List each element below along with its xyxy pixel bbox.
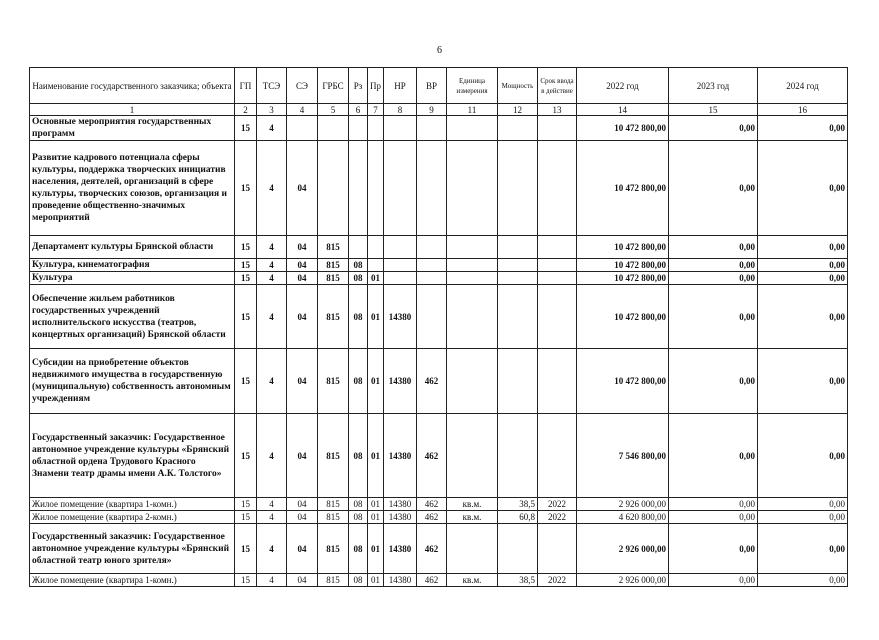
cell-se: 04 bbox=[287, 259, 318, 272]
cell-2023: 0,00 bbox=[669, 511, 758, 524]
cell-pr bbox=[368, 236, 384, 259]
cell-unit bbox=[447, 116, 498, 141]
cell-gp: 15 bbox=[235, 272, 257, 285]
cell-rz: 08 bbox=[349, 524, 368, 574]
table-row bbox=[30, 141, 848, 236]
cell-commission bbox=[538, 414, 577, 498]
column-number: 14 bbox=[577, 104, 669, 116]
cell-pr bbox=[368, 116, 384, 141]
cell-2022: 10 472 800,00 bbox=[577, 272, 669, 285]
cell-unit: кв.м. bbox=[447, 498, 498, 511]
cell-tse: 4 bbox=[257, 236, 287, 259]
cell-grbs: 815 bbox=[318, 236, 349, 259]
cell-2023: 0,00 bbox=[669, 116, 758, 141]
table-row bbox=[30, 524, 848, 574]
header-unit: Единица измерения bbox=[447, 68, 498, 104]
cell-pr: 01 bbox=[368, 511, 384, 524]
cell-nr bbox=[384, 272, 417, 285]
cell-gp: 15 bbox=[235, 259, 257, 272]
table-row bbox=[30, 285, 848, 349]
column-number: 5 bbox=[318, 104, 349, 116]
cell-gp: 15 bbox=[235, 498, 257, 511]
cell-grbs: 815 bbox=[318, 498, 349, 511]
cell-tse: 4 bbox=[257, 414, 287, 498]
cell-se: 04 bbox=[287, 272, 318, 285]
header-2022: 2022 год bbox=[577, 68, 669, 104]
table-row bbox=[30, 116, 848, 141]
column-number: 9 bbox=[417, 104, 447, 116]
cell-2024: 0,00 bbox=[758, 116, 848, 141]
header-grbs: ГРБС bbox=[318, 68, 349, 104]
cell-vr: 462 bbox=[417, 524, 447, 574]
cell-2023: 0,00 bbox=[669, 349, 758, 414]
cell-vr bbox=[417, 259, 447, 272]
cell-gp: 15 bbox=[235, 116, 257, 141]
cell-commission: 2022 bbox=[538, 511, 577, 524]
cell-se: 04 bbox=[287, 524, 318, 574]
cell-grbs: 815 bbox=[318, 511, 349, 524]
cell-2023: 0,00 bbox=[669, 414, 758, 498]
cell-2024: 0,00 bbox=[758, 141, 848, 236]
cell-rz bbox=[349, 116, 368, 141]
cell-se: 04 bbox=[287, 574, 318, 587]
cell-name: Субсидии на приобретение объектов недвижимого имущества в государственную (муниципальную) собственность автономным учреждениям bbox=[30, 349, 235, 414]
cell-se: 04 bbox=[287, 498, 318, 511]
cell-2022: 10 472 800,00 bbox=[577, 285, 669, 349]
cell-capacity bbox=[498, 116, 538, 141]
header-2024: 2024 год bbox=[758, 68, 848, 104]
cell-gp: 15 bbox=[235, 285, 257, 349]
cell-commission bbox=[538, 285, 577, 349]
cell-nr bbox=[384, 141, 417, 236]
cell-se: 04 bbox=[287, 236, 318, 259]
cell-vr bbox=[417, 116, 447, 141]
cell-grbs: 815 bbox=[318, 259, 349, 272]
table-row bbox=[30, 414, 848, 498]
cell-2023: 0,00 bbox=[669, 259, 758, 272]
cell-2023: 0,00 bbox=[669, 285, 758, 349]
cell-se: 04 bbox=[287, 141, 318, 236]
cell-name: Основные мероприятия государственных программ bbox=[30, 116, 235, 141]
cell-tse: 4 bbox=[257, 272, 287, 285]
header-2023: 2023 год bbox=[669, 68, 758, 104]
header-gp: ГП bbox=[235, 68, 257, 104]
cell-commission bbox=[538, 272, 577, 285]
cell-vr: 462 bbox=[417, 414, 447, 498]
cell-rz: 08 bbox=[349, 259, 368, 272]
cell-nr: 14380 bbox=[384, 574, 417, 587]
cell-name: Жилое помещение (квартира 1-комн.) bbox=[30, 574, 235, 587]
header-nr: НР bbox=[384, 68, 417, 104]
cell-2022: 10 472 800,00 bbox=[577, 349, 669, 414]
cell-name: Департамент культуры Брянской области bbox=[30, 236, 235, 259]
cell-2022: 2 926 000,00 bbox=[577, 524, 669, 574]
cell-2022: 7 546 800,00 bbox=[577, 414, 669, 498]
header-se: СЭ bbox=[287, 68, 318, 104]
cell-2024: 0,00 bbox=[758, 259, 848, 272]
cell-pr: 01 bbox=[368, 349, 384, 414]
cell-rz: 08 bbox=[349, 574, 368, 587]
cell-name: Обеспечение жильем работников государственных учреждений исполнительского искусства (театров, концертных организаций) Брянской области bbox=[30, 285, 235, 349]
cell-gp: 15 bbox=[235, 349, 257, 414]
cell-vr: 462 bbox=[417, 511, 447, 524]
cell-pr: 01 bbox=[368, 285, 384, 349]
cell-2022: 10 472 800,00 bbox=[577, 141, 669, 236]
cell-se: 04 bbox=[287, 285, 318, 349]
cell-2023: 0,00 bbox=[669, 236, 758, 259]
cell-vr bbox=[417, 236, 447, 259]
cell-capacity bbox=[498, 524, 538, 574]
cell-tse: 4 bbox=[257, 259, 287, 272]
cell-pr: 01 bbox=[368, 524, 384, 574]
cell-unit bbox=[447, 285, 498, 349]
cell-name: Культура, кинематография bbox=[30, 259, 235, 272]
cell-nr bbox=[384, 259, 417, 272]
cell-commission bbox=[538, 236, 577, 259]
cell-unit bbox=[447, 259, 498, 272]
cell-rz: 08 bbox=[349, 511, 368, 524]
cell-nr bbox=[384, 236, 417, 259]
cell-gp: 15 bbox=[235, 524, 257, 574]
cell-capacity: 60,8 bbox=[498, 511, 538, 524]
cell-unit: кв.м. bbox=[447, 511, 498, 524]
header-capacity: Мощность bbox=[498, 68, 538, 104]
cell-grbs: 815 bbox=[318, 524, 349, 574]
cell-pr: 01 bbox=[368, 498, 384, 511]
cell-se: 04 bbox=[287, 414, 318, 498]
cell-2024: 0,00 bbox=[758, 236, 848, 259]
cell-rz bbox=[349, 236, 368, 259]
cell-vr bbox=[417, 141, 447, 236]
cell-rz: 08 bbox=[349, 272, 368, 285]
cell-capacity bbox=[498, 236, 538, 259]
column-number: 3 bbox=[257, 104, 287, 116]
cell-nr: 14380 bbox=[384, 498, 417, 511]
cell-2023: 0,00 bbox=[669, 524, 758, 574]
cell-vr bbox=[417, 285, 447, 349]
cell-2024: 0,00 bbox=[758, 414, 848, 498]
column-number: 8 bbox=[384, 104, 417, 116]
column-number: 2 bbox=[235, 104, 257, 116]
cell-commission bbox=[538, 349, 577, 414]
cell-nr: 14380 bbox=[384, 524, 417, 574]
cell-name: Государственный заказчик: Государственное автономное учреждение культуры «Брянский областной театр юного зрителя» bbox=[30, 524, 235, 574]
cell-nr: 14380 bbox=[384, 349, 417, 414]
cell-2024: 0,00 bbox=[758, 272, 848, 285]
column-number: 15 bbox=[669, 104, 758, 116]
cell-name: Жилое помещение (квартира 1-комн.) bbox=[30, 498, 235, 511]
cell-grbs bbox=[318, 141, 349, 236]
cell-tse: 4 bbox=[257, 574, 287, 587]
cell-commission: 2022 bbox=[538, 498, 577, 511]
cell-capacity: 38,5 bbox=[498, 498, 538, 511]
cell-2023: 0,00 bbox=[669, 272, 758, 285]
table-row bbox=[30, 272, 848, 285]
cell-capacity bbox=[498, 414, 538, 498]
cell-2022: 10 472 800,00 bbox=[577, 259, 669, 272]
column-number: 1 bbox=[30, 104, 235, 116]
cell-gp: 15 bbox=[235, 414, 257, 498]
cell-capacity bbox=[498, 272, 538, 285]
cell-2024: 0,00 bbox=[758, 349, 848, 414]
cell-pr: 01 bbox=[368, 574, 384, 587]
cell-pr: 01 bbox=[368, 414, 384, 498]
cell-unit bbox=[447, 524, 498, 574]
cell-pr: 01 bbox=[368, 272, 384, 285]
budget-table bbox=[29, 67, 848, 587]
cell-capacity bbox=[498, 141, 538, 236]
cell-gp: 15 bbox=[235, 511, 257, 524]
cell-rz bbox=[349, 141, 368, 236]
cell-unit bbox=[447, 349, 498, 414]
cell-grbs: 815 bbox=[318, 272, 349, 285]
cell-rz: 08 bbox=[349, 414, 368, 498]
cell-unit bbox=[447, 414, 498, 498]
cell-nr bbox=[384, 116, 417, 141]
column-number: 11 bbox=[447, 104, 498, 116]
header-name: Наименование государственного заказчика; объекта bbox=[30, 68, 235, 104]
column-number: 13 bbox=[538, 104, 577, 116]
cell-grbs: 815 bbox=[318, 414, 349, 498]
header-pr: Пр bbox=[368, 68, 384, 104]
table-row bbox=[30, 511, 848, 524]
cell-2024: 0,00 bbox=[758, 498, 848, 511]
cell-unit bbox=[447, 272, 498, 285]
cell-2024: 0,00 bbox=[758, 511, 848, 524]
header-tse: ТСЭ bbox=[257, 68, 287, 104]
cell-2024: 0,00 bbox=[758, 524, 848, 574]
column-number: 7 bbox=[368, 104, 384, 116]
cell-name: Развитие кадрового потенциала сферы культуры, поддержка творческих инициатив населения, деятелей, организаций в сфере культуры, творческих союзов, организация и проведение общественно-значимых мероприятий bbox=[30, 141, 235, 236]
cell-2022: 2 926 000,00 bbox=[577, 498, 669, 511]
header-vr: ВР bbox=[417, 68, 447, 104]
cell-se: 04 bbox=[287, 511, 318, 524]
table-body bbox=[30, 116, 848, 587]
cell-tse: 4 bbox=[257, 498, 287, 511]
table-row bbox=[30, 498, 848, 511]
cell-rz: 08 bbox=[349, 498, 368, 511]
cell-nr: 14380 bbox=[384, 285, 417, 349]
cell-commission bbox=[538, 524, 577, 574]
page-number: 6 bbox=[437, 45, 442, 56]
cell-nr: 14380 bbox=[384, 414, 417, 498]
cell-vr bbox=[417, 272, 447, 285]
cell-tse: 4 bbox=[257, 349, 287, 414]
table-row bbox=[30, 349, 848, 414]
column-number: 4 bbox=[287, 104, 318, 116]
cell-2022: 2 926 000,00 bbox=[577, 574, 669, 587]
cell-unit: кв.м. bbox=[447, 574, 498, 587]
cell-capacity bbox=[498, 259, 538, 272]
cell-rz: 08 bbox=[349, 349, 368, 414]
cell-tse: 4 bbox=[257, 524, 287, 574]
cell-2024: 0,00 bbox=[758, 285, 848, 349]
cell-rz: 08 bbox=[349, 285, 368, 349]
cell-se: 04 bbox=[287, 349, 318, 414]
cell-commission bbox=[538, 116, 577, 141]
column-number: 12 bbox=[498, 104, 538, 116]
cell-2024: 0,00 bbox=[758, 574, 848, 587]
cell-unit bbox=[447, 236, 498, 259]
cell-grbs: 815 bbox=[318, 349, 349, 414]
cell-gp: 15 bbox=[235, 141, 257, 236]
cell-2022: 10 472 800,00 bbox=[577, 116, 669, 141]
cell-se bbox=[287, 116, 318, 141]
cell-grbs: 815 bbox=[318, 574, 349, 587]
column-number: 16 bbox=[758, 104, 848, 116]
table-row bbox=[30, 574, 848, 587]
cell-2023: 0,00 bbox=[669, 498, 758, 511]
cell-name: Культура bbox=[30, 272, 235, 285]
cell-commission: 2022 bbox=[538, 574, 577, 587]
cell-commission bbox=[538, 141, 577, 236]
cell-name: Жилое помещение (квартира 2-комн.) bbox=[30, 511, 235, 524]
cell-tse: 4 bbox=[257, 141, 287, 236]
cell-vr: 462 bbox=[417, 498, 447, 511]
cell-pr bbox=[368, 259, 384, 272]
column-numbers-row bbox=[30, 104, 848, 116]
cell-vr: 462 bbox=[417, 349, 447, 414]
cell-2022: 10 472 800,00 bbox=[577, 236, 669, 259]
cell-2023: 0,00 bbox=[669, 574, 758, 587]
cell-2023: 0,00 bbox=[669, 141, 758, 236]
column-number: 6 bbox=[349, 104, 368, 116]
cell-2022: 4 620 800,00 bbox=[577, 511, 669, 524]
cell-grbs bbox=[318, 116, 349, 141]
cell-unit bbox=[447, 141, 498, 236]
header-commission: Срок ввода в действие bbox=[538, 68, 577, 104]
cell-name: Государственный заказчик: Государственное автономное учреждение культуры «Брянский областной ордена Трудового Красного Знамени театр драмы имени А.К. Толстого» bbox=[30, 414, 235, 498]
cell-grbs: 815 bbox=[318, 285, 349, 349]
cell-capacity bbox=[498, 349, 538, 414]
table-row bbox=[30, 236, 848, 259]
cell-tse: 4 bbox=[257, 511, 287, 524]
cell-nr: 14380 bbox=[384, 511, 417, 524]
cell-gp: 15 bbox=[235, 574, 257, 587]
cell-gp: 15 bbox=[235, 236, 257, 259]
cell-commission bbox=[538, 259, 577, 272]
cell-pr bbox=[368, 141, 384, 236]
cell-capacity bbox=[498, 285, 538, 349]
cell-tse: 4 bbox=[257, 285, 287, 349]
table-header bbox=[30, 68, 848, 116]
cell-tse: 4 bbox=[257, 116, 287, 141]
table-row bbox=[30, 259, 848, 272]
cell-capacity: 38,5 bbox=[498, 574, 538, 587]
cell-vr: 462 bbox=[417, 574, 447, 587]
header-rz: Рз bbox=[349, 68, 368, 104]
